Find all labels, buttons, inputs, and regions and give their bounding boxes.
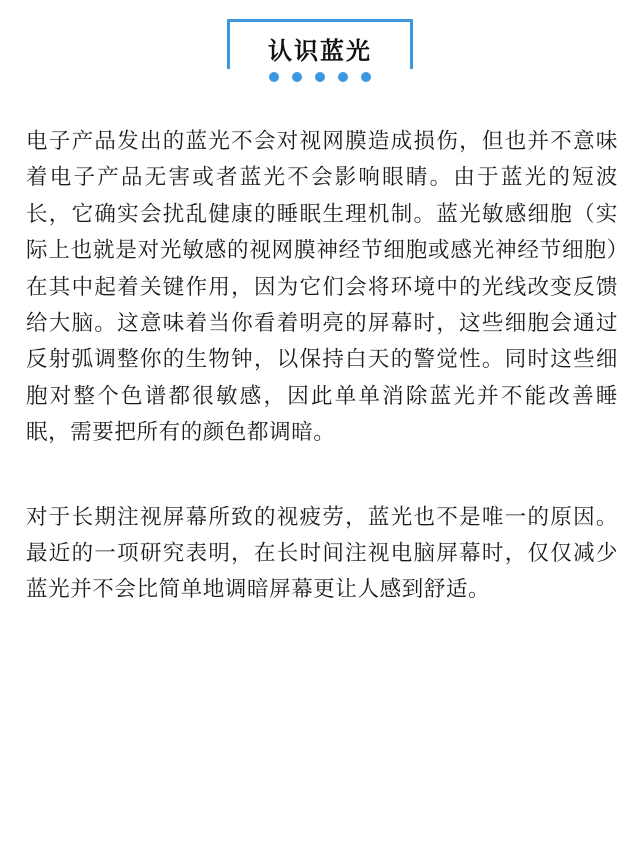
- article-body: [26, 124, 618, 609]
- section-title: 认识蓝光: [268, 36, 372, 65]
- decoration-dot: [315, 72, 325, 82]
- decoration-dot: [269, 72, 279, 82]
- decoration-dot: [361, 72, 371, 82]
- decoration-dot: [292, 72, 302, 82]
- title-dots-decoration: [227, 69, 413, 85]
- paragraph-blue-light-sleep: 电子产品发出的蓝光不会对视网膜造成损伤，但也并不意味着电子产品无害或者蓝光不会影响眼睛。由于蓝光的短波长，它确实会扰乱健康的睡眠生理机制。蓝光敏感细胞（实际上也就是对光敏感的视网膜神经节细胞或感光神经节细胞）在其中起着关键作用，因为它们会将环境中的光线改变反馈给大脑。这意味着当你看着明亮的屏幕时，这些细胞会通过反射弧调整你的生物钟，以保持白天的警觉性。同时这些细胞对整个色谱都很敏感，因此单单消除蓝光并不能改善睡眠，需要把所有的颜色都调暗。: [26, 129, 618, 446]
- paragraph-eye-strain: 对于长期注视屏幕所致的视疲劳，蓝光也不是唯一的原因。最近的一项研究表明，在长时间注视电脑屏幕时，仅仅减少蓝光并不会比简单地调暗屏幕更让人感到舒适。: [26, 504, 618, 603]
- decoration-dot: [338, 72, 348, 82]
